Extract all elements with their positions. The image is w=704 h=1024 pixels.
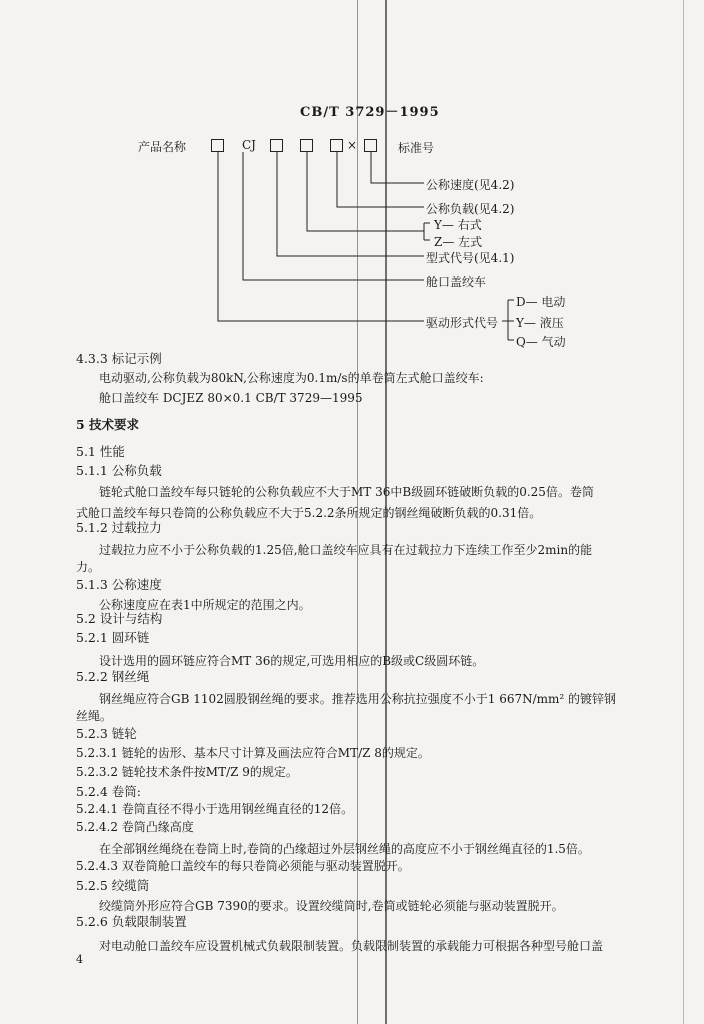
cj-label: CJ [242, 138, 256, 152]
right-type-label: Y— 右式 [434, 218, 482, 232]
s512-title: 5.1.2 过载拉力 [76, 520, 162, 535]
s522-line2: 丝绳。 [76, 709, 113, 723]
s5-title: 5 技术要求 [76, 417, 140, 432]
winch-name-label: 舱口盖绞车 [426, 275, 487, 289]
s522-line1: 钢丝绳应符合GB 1102圆股钢丝绳的要求。推荐选用公称抗拉强度不小于1 667N/mm² 的镀锌钢 [99, 692, 617, 706]
drive-code-label: 驱动形式代号 [426, 316, 499, 330]
times-symbol: × [347, 138, 358, 152]
s526-title: 5.2.6 负载限制装置 [76, 914, 187, 929]
model-code-label: 型式代号(见4.1) [426, 251, 515, 265]
s52-title: 5.2 设计与结构 [76, 611, 163, 626]
s526-line1: 对电动舱口盖绞车应设置机械式负载限制装置。负载限制装置的承载能力可根据各种型号舱口盖 [99, 939, 604, 953]
s521-line1: 设计选用的圆环链应符合MT 36的规定,可选用相应的B级或C级圆环链。 [99, 654, 485, 668]
s513-line1: 公称速度应在表1中所规定的范围之内。 [99, 598, 311, 612]
page-number: 4 [76, 953, 83, 966]
s524-title: 5.2.4 卷筒: [76, 784, 141, 799]
electric-label: D— 电动 [516, 295, 566, 309]
left-type-label: Z— 左式 [434, 235, 483, 249]
s433-line2: 舱口盖绞车 DCJEZ 80×0.1 CB/T 3729—1995 [99, 391, 363, 405]
standard-code-header: CB/T 3729－1995 [300, 105, 440, 120]
s5232: 5.2.3.2 链轮技术条件按MT/Z 9的规定。 [76, 765, 298, 779]
s51-title: 5.1 性能 [76, 444, 125, 459]
product-name-label: 产品名称 [138, 140, 187, 154]
nominal-load-label: 公称负载(见4.2) [426, 202, 515, 216]
s521-title: 5.2.1 圆环链 [76, 630, 150, 645]
s511-line1: 链轮式舱口盖绞车每只链轮的公称负载应不大于MT 36中B级圆环链破断负载的0.25倍。卷筒 [99, 485, 594, 499]
s5243: 5.2.4.3 双卷筒舱口盖绞车的每只卷筒必须能与驱动装置脱开。 [76, 859, 410, 873]
s525-line1: 绞缆筒外形应符合GB 7390的要求。设置绞缆筒时,卷筒或链轮必须能与驱动装置脱开。 [99, 899, 564, 913]
pneumatic-label: Q— 气动 [516, 335, 566, 349]
s525-title: 5.2.5 绞缆筒 [76, 878, 150, 893]
standard-no-label: 标准号 [398, 141, 435, 155]
s513-title: 5.1.3 公称速度 [76, 577, 162, 592]
nominal-speed-label: 公称速度(见4.2) [426, 178, 515, 192]
s433-title: 4.3.3 标记示例 [76, 351, 162, 366]
s511-line2: 式舱口盖绞车每只卷筒的公称负载应不大于5.2.2条所规定的钢丝绳破断负载的0.31倍。 [76, 506, 542, 520]
s5241: 5.2.4.1 卷筒直径不得小于选用钢丝绳直径的12倍。 [76, 802, 354, 816]
s512-line2: 力。 [76, 560, 101, 574]
hydraulic-label: Y— 液压 [516, 316, 564, 330]
s523-title: 5.2.3 链轮 [76, 726, 137, 741]
s522-title: 5.2.2 钢丝绳 [76, 669, 150, 684]
s511-title: 5.1.1 公称负载 [76, 463, 162, 478]
s5231: 5.2.3.1 链轮的齿形、基本尺寸计算及画法应符合MT/Z 8的规定。 [76, 746, 430, 760]
s5242-line1: 在全部钢丝绳绕在卷筒上时,卷筒的凸缘超过外层钢丝绳的高度应不小于钢丝绳直径的1.5倍。 [99, 842, 590, 856]
s5242-title: 5.2.4.2 卷筒凸缘高度 [76, 820, 194, 834]
s433-line1: 电动驱动,公称负载为80kN,公称速度为0.1m/s的单卷筒左式舱口盖绞车: [99, 371, 484, 385]
s512-line1: 过载拉力应不小于公称负载的1.25倍,舱口盖绞车应具有在过载拉力下连续工作至少2min的能 [99, 543, 593, 557]
